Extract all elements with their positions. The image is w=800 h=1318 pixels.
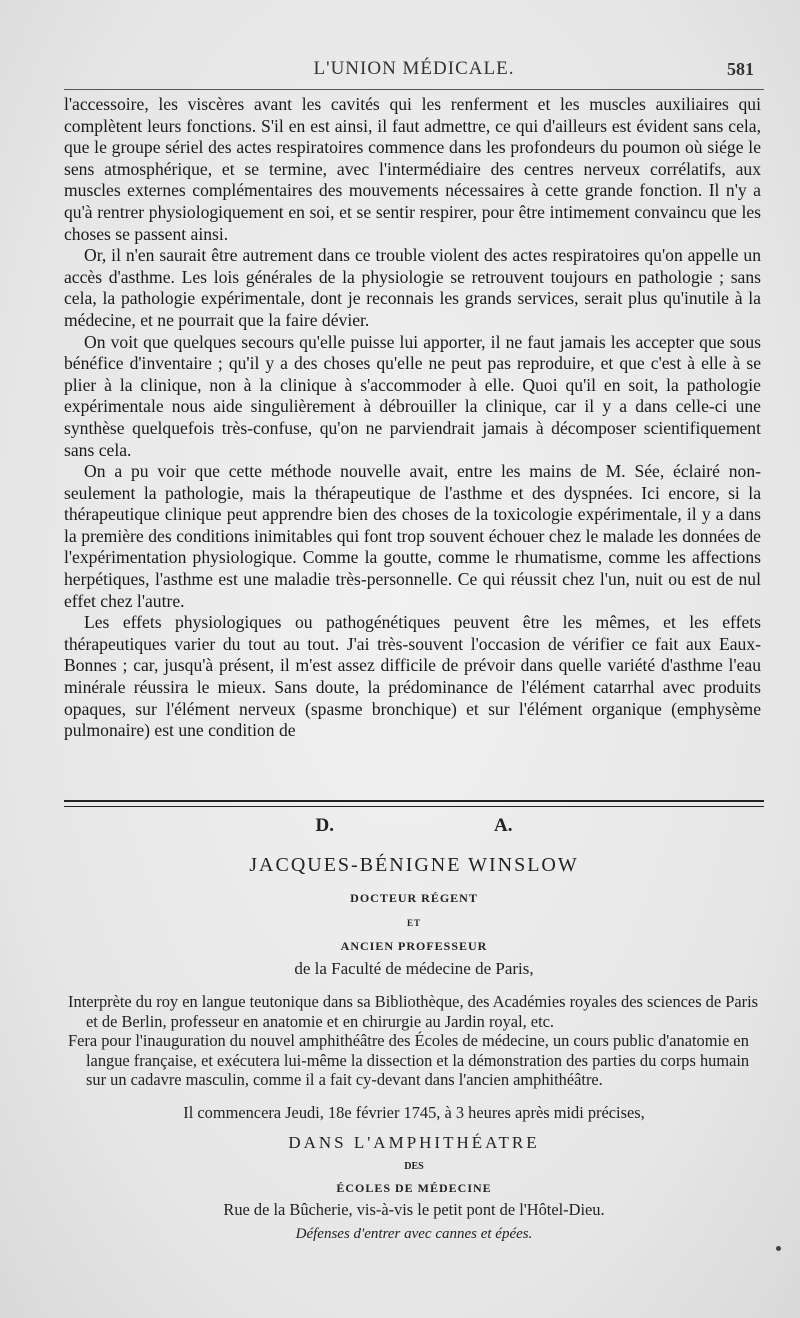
date-line: Il commencera Jeudi, 18e février 1745, à 3 heures après midi précises, bbox=[183, 1102, 645, 1122]
section-divider bbox=[64, 800, 764, 807]
margin-dot bbox=[776, 1246, 781, 1251]
body-paragraph: On a pu voir que cette méthode nouvelle avait, entre les mains de M. Sée, éclairé non-seulement la pathologie, mais la thérapeutique de l'asthme et des dyspnées. Ici encore, si la thérapeutique clinique peut apprendre bien des choses de la toxicologie expérimentale, il y a dans la première des conditions inimitables qui font trop souvent échouer chez le malade les données de l'expérimentation physiologique. Comme la goutte, comme le rhumatisme, comme les affections herpétiques, l'asthme est une maladie très-personnelle. Ce qui réussit chez l'un, nuit ou est de nul effet chez l'autre. bbox=[64, 461, 761, 611]
announcement-paragraph: Interprète du roy en langue teutonique dans sa Bibliothèque, des Académies royales des sciences de Paris et de Berlin, professeur en anatomie et en chirurgie au Jardin royal, etc. bbox=[68, 992, 759, 1031]
location-schools: ÉCOLES DE MÉDECINE bbox=[336, 1180, 492, 1195]
body-paragraph: l'accessoire, les viscères avant les cavités qui les renferment et les muscles auxiliaires qui complètent leurs fonctions. S'il en est ainsi, il faut admettre, ce qui d'ailleurs est évident sans cela, que le groupe sériel des actes respiratoires commence dans les profondeurs du poumon où siége le sens atmosphérique, et se termine, avec l'intermédiaire des centres nerveux corrélatifs, aux muscles externes complémentaires des mouvements nécessaires à cette grande fonction. Il n'y a qu'à rentrer physiologiquement en soi, et se sentir respirer, pour être intimement convaincu que les choses se passent ainsi. bbox=[64, 94, 761, 244]
announcement-name: JACQUES-BÉNIGNE WINSLOW bbox=[249, 854, 579, 876]
body-paragraph: On voit que quelques secours qu'elle puisse lui apporter, il ne faut jamais les accepter que sous bénéfice d'inventaire ; qu'il y a des choses qu'elle ne peut pas reproduire, et que c'est à elle à se plier à la clinique, non à la clinique à s'accommoder à elle. Quoi qu'il en soit, la pathologie expérimentale nous aide singulièrement à débrouiller la clinique, car il y a dans celle-ci une synthèse quelquefois très-confuse, qu'on ne parviendrait jamais à décomposer scientifiquement sans cela. bbox=[64, 331, 761, 460]
faculty-line: de la Faculté de médecine de Paris, bbox=[294, 959, 534, 978]
location-conjunction: DES bbox=[404, 1160, 424, 1172]
header-rule bbox=[64, 89, 764, 90]
page-number: 581 bbox=[727, 59, 754, 79]
running-title: L'UNION MÉDICALE. bbox=[313, 58, 515, 79]
article-body bbox=[64, 94, 761, 742]
announcement-paragraph: Fera pour l'inauguration du nouvel amphithéâtre des Écoles de médecine, un cours public d'anatomie en langue française, et exécutera lui-même la dissection et la démonstration des parties du corps humain sur un cadavre masculin, comme il a fait cy-devant dans l'ancien amphithéâtre. bbox=[68, 1031, 750, 1089]
page-header bbox=[64, 58, 764, 86]
title-doctor: DOCTEUR RÉGENT bbox=[350, 891, 478, 905]
body-paragraph: Les effets physiologiques ou pathogénétiques peuvent être les mêmes, et les effets thérapeutiques varier du tout au tout. J'ai très-souvent l'occasion de vérifier ce fait aux Eaux-Bonnes ; car, jusqu'à présent, il m'est assez difficile de prévoir dans quelle variété d'asthme l'eau minérale réussira le mieux. Sans doute, la prédominance de l'élément catarrhal avec produits opaques, sur l'élément nerveux (spasme bronchique) et sur l'élément organique (emphysème pulmonaire) est une condition de bbox=[64, 612, 761, 741]
title-conjunction: ET bbox=[406, 918, 421, 928]
initial-left: D. bbox=[315, 815, 334, 836]
address-line: Rue de la Bûcherie, vis-à-vis le petit pont de l'Hôtel-Dieu. bbox=[223, 1199, 605, 1219]
location-amphitheatre: DANS L'AMPHITHÉATRE bbox=[288, 1132, 540, 1152]
title-professor: ANCIEN PROFESSEUR bbox=[340, 939, 488, 953]
initials bbox=[64, 812, 764, 840]
prohibition-line: Défenses d'entrer avec cannes et épées. bbox=[295, 1225, 533, 1242]
initial-right: A. bbox=[494, 815, 513, 836]
course-announcement bbox=[64, 812, 764, 1246]
body-paragraph: Or, il n'en saurait être autrement dans ce trouble violent des actes respiratoires qu'on appelle un accès d'asthme. Les lois générales de la physiologie se retrouvent toujours en pathologie ; sans cela, la pathologie expérimentale, dont je reconnais les grands services, serait plus qu'inutile à la médecine, et ne pourrait que la faire dévier. bbox=[64, 245, 761, 330]
